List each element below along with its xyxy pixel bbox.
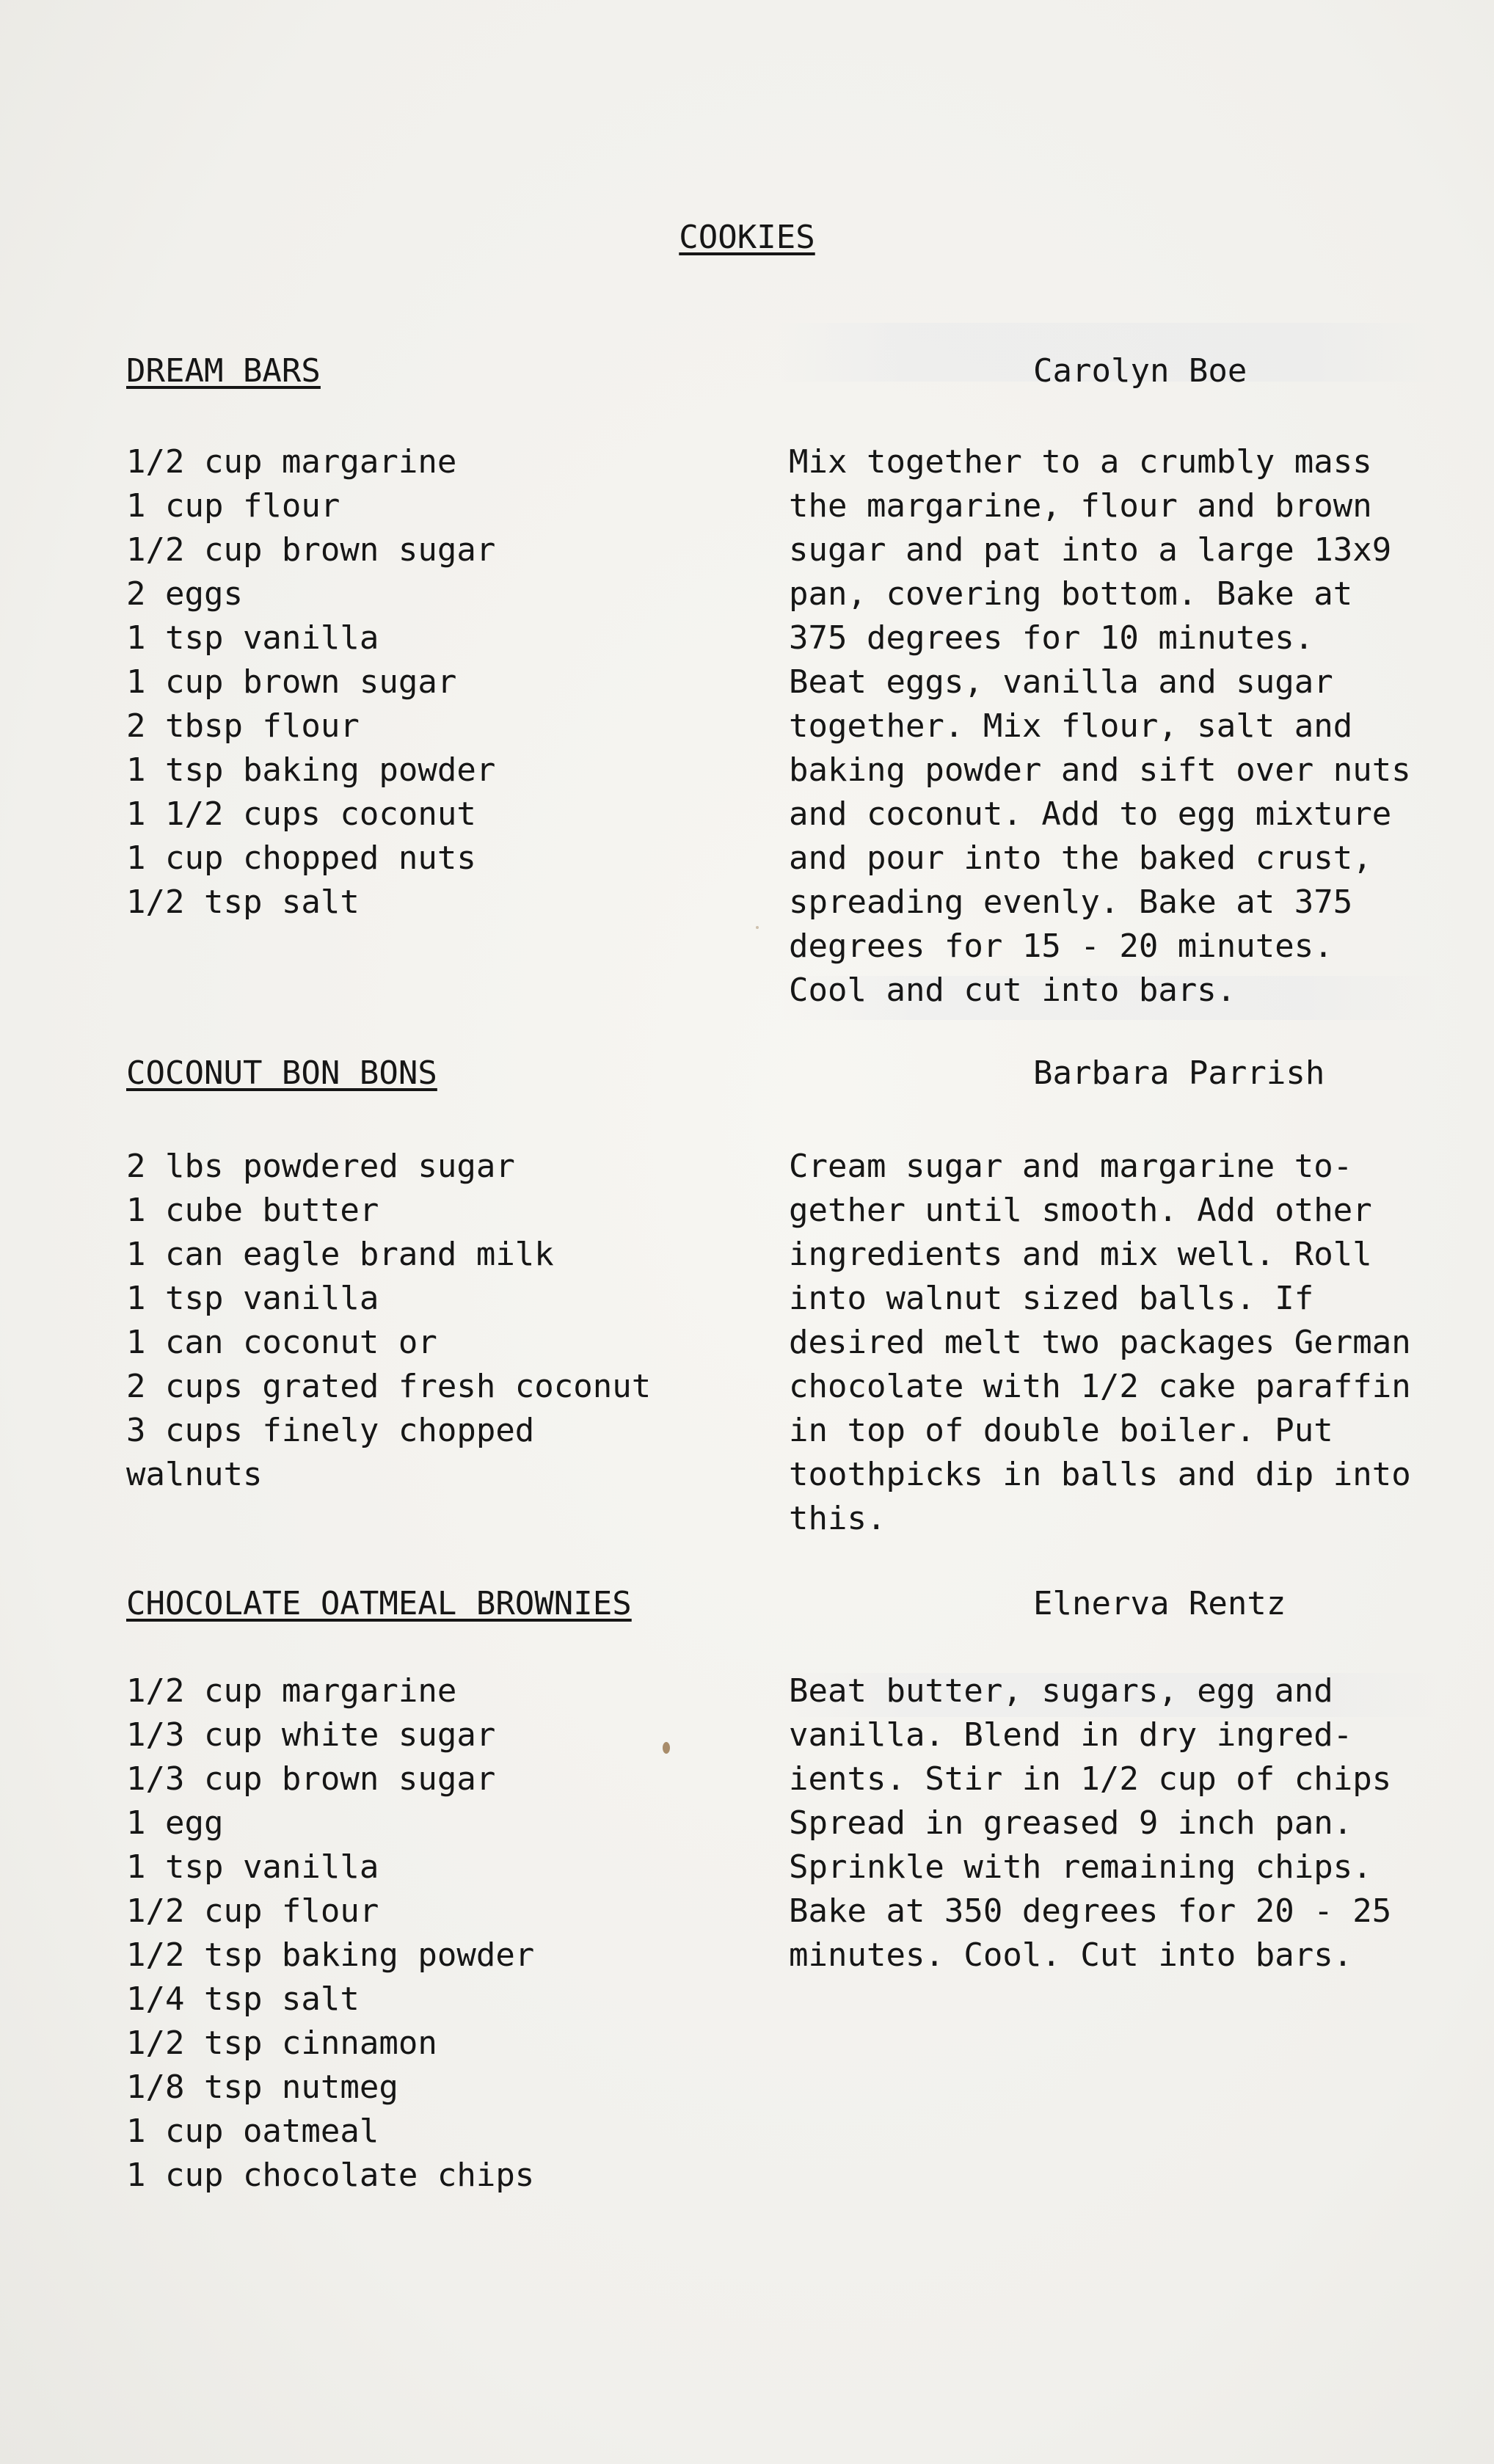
ingredient-item: 1/3 cup brown sugar [126, 1760, 496, 1798]
ingredient-item: 1 tsp vanilla [126, 1280, 379, 1317]
ingredient-item: 1/2 tsp salt [126, 883, 360, 921]
ingredient-item: 2 cups grated fresh coconut [126, 1368, 652, 1405]
paper-speck [756, 926, 759, 929]
ingredient-item: 1/2 tsp cinnamon [126, 2024, 437, 2062]
method-line: minutes. Cool. Cut into bars. [789, 1936, 1353, 1974]
method-line: Sprinkle with remaining chips. [789, 1848, 1372, 1886]
recipe-author-coconut-bon-bons: Barbara Parrish [1033, 1054, 1325, 1092]
ingredient-item: 2 lbs powdered sugar [126, 1148, 515, 1185]
method-line: Bake at 350 degrees for 20 - 25 [789, 1892, 1392, 1930]
method-line: this. [789, 1500, 886, 1537]
method-line: ingredients and mix well. Roll [789, 1236, 1372, 1273]
ingredient-list-chocolate-oatmeal-brownies [126, 1669, 534, 2198]
ingredient-list-dream-bars [126, 440, 495, 925]
paper-speck [663, 1742, 670, 1754]
ingredient-item: 1 cup chopped nuts [126, 839, 476, 877]
method-line: toothpicks in balls and dip into [789, 1456, 1411, 1493]
method-line: ients. Stir in 1/2 cup of chips [789, 1760, 1392, 1798]
recipe-title-chocolate-oatmeal-brownies: CHOCOLATE OATMEAL BROWNIES [126, 1585, 632, 1622]
method-line: vanilla. Blend in dry ingred- [789, 1716, 1353, 1754]
ingredient-item: 1/2 cup brown sugar [126, 531, 496, 569]
page-heading-text: COOKIES [679, 219, 815, 256]
recipe-author-chocolate-oatmeal-brownies: Elnerva Rentz [1033, 1585, 1286, 1622]
method-line: the margarine, flour and brown [789, 487, 1372, 525]
method-line: baking powder and sift over nuts [789, 751, 1411, 789]
ingredient-item: 1 cup flour [126, 487, 340, 525]
method-text-coconut-bon-bons [789, 1145, 1411, 1541]
ingredient-item: 1 cup oatmeal [126, 2113, 379, 2150]
method-line: Beat eggs, vanilla and sugar [789, 663, 1333, 701]
ingredient-item: 1/4 tsp salt [126, 1980, 360, 2018]
ingredient-item: 1 can coconut or [126, 1324, 437, 1361]
ingredient-item: 1 egg [126, 1804, 224, 1842]
ingredient-item: walnuts [126, 1456, 263, 1493]
page-heading [0, 219, 1494, 256]
method-line: Spread in greased 9 inch pan. [789, 1804, 1353, 1842]
method-line: Beat butter, sugars, egg and [789, 1672, 1333, 1710]
method-line: and coconut. Add to egg mixture [789, 795, 1392, 833]
ingredient-item: 1 cup brown sugar [126, 663, 457, 701]
method-line: 375 degrees for 10 minutes. [789, 619, 1314, 657]
method-text-dream-bars [789, 440, 1411, 1013]
method-line: spreading evenly. Bake at 375 [789, 883, 1353, 921]
method-line: pan, covering bottom. Bake at [789, 575, 1353, 613]
method-line: gether until smooth. Add other [789, 1192, 1372, 1229]
ingredient-item: 1 can eagle brand milk [126, 1236, 554, 1273]
method-line: Cool and cut into bars. [789, 972, 1236, 1009]
recipe-title-dream-bars: DREAM BARS [126, 352, 321, 390]
recipe-title-coconut-bon-bons: COCONUT BON BONS [126, 1054, 437, 1092]
method-line: together. Mix flour, salt and [789, 707, 1353, 745]
method-line: sugar and pat into a large 13x9 [789, 531, 1392, 569]
ingredient-item: 1 tsp vanilla [126, 619, 379, 657]
ingredient-item: 1/8 tsp nutmeg [126, 2068, 398, 2106]
ingredient-item: 2 eggs [126, 575, 243, 613]
method-line: and pour into the baked crust, [789, 839, 1372, 877]
ingredient-item: 1/2 cup flour [126, 1892, 379, 1930]
recipe-author-dream-bars: Carolyn Boe [1033, 352, 1247, 390]
method-text-chocolate-oatmeal-brownies [789, 1669, 1391, 1978]
ingredient-item: 1 cup chocolate chips [126, 2157, 535, 2194]
ingredient-item: 1/3 cup white sugar [126, 1716, 496, 1754]
ingredient-item: 1 cube butter [126, 1192, 379, 1229]
method-line: into walnut sized balls. If [789, 1280, 1314, 1317]
ingredient-item: 1 tsp vanilla [126, 1848, 379, 1886]
ingredient-item: 1 1/2 cups coconut [126, 795, 476, 833]
ingredient-item: 1/2 tsp baking powder [126, 1936, 535, 1974]
ingredient-list-coconut-bon-bons [126, 1145, 651, 1497]
method-line: in top of double boiler. Put [789, 1412, 1333, 1449]
ingredient-item: 2 tbsp flour [126, 707, 360, 745]
method-line: Mix together to a crumbly mass [789, 443, 1372, 481]
method-line: desired melt two packages German [789, 1324, 1411, 1361]
ingredient-item: 1/2 cup margarine [126, 443, 457, 481]
ingredient-item: 1 tsp baking powder [126, 751, 496, 789]
method-line: degrees for 15 - 20 minutes. [789, 927, 1333, 965]
method-line: chocolate with 1/2 cake paraffin [789, 1368, 1411, 1405]
method-line: Cream sugar and margarine to- [789, 1148, 1353, 1185]
ingredient-item: 1/2 cup margarine [126, 1672, 457, 1710]
ingredient-item: 3 cups finely chopped [126, 1412, 535, 1449]
